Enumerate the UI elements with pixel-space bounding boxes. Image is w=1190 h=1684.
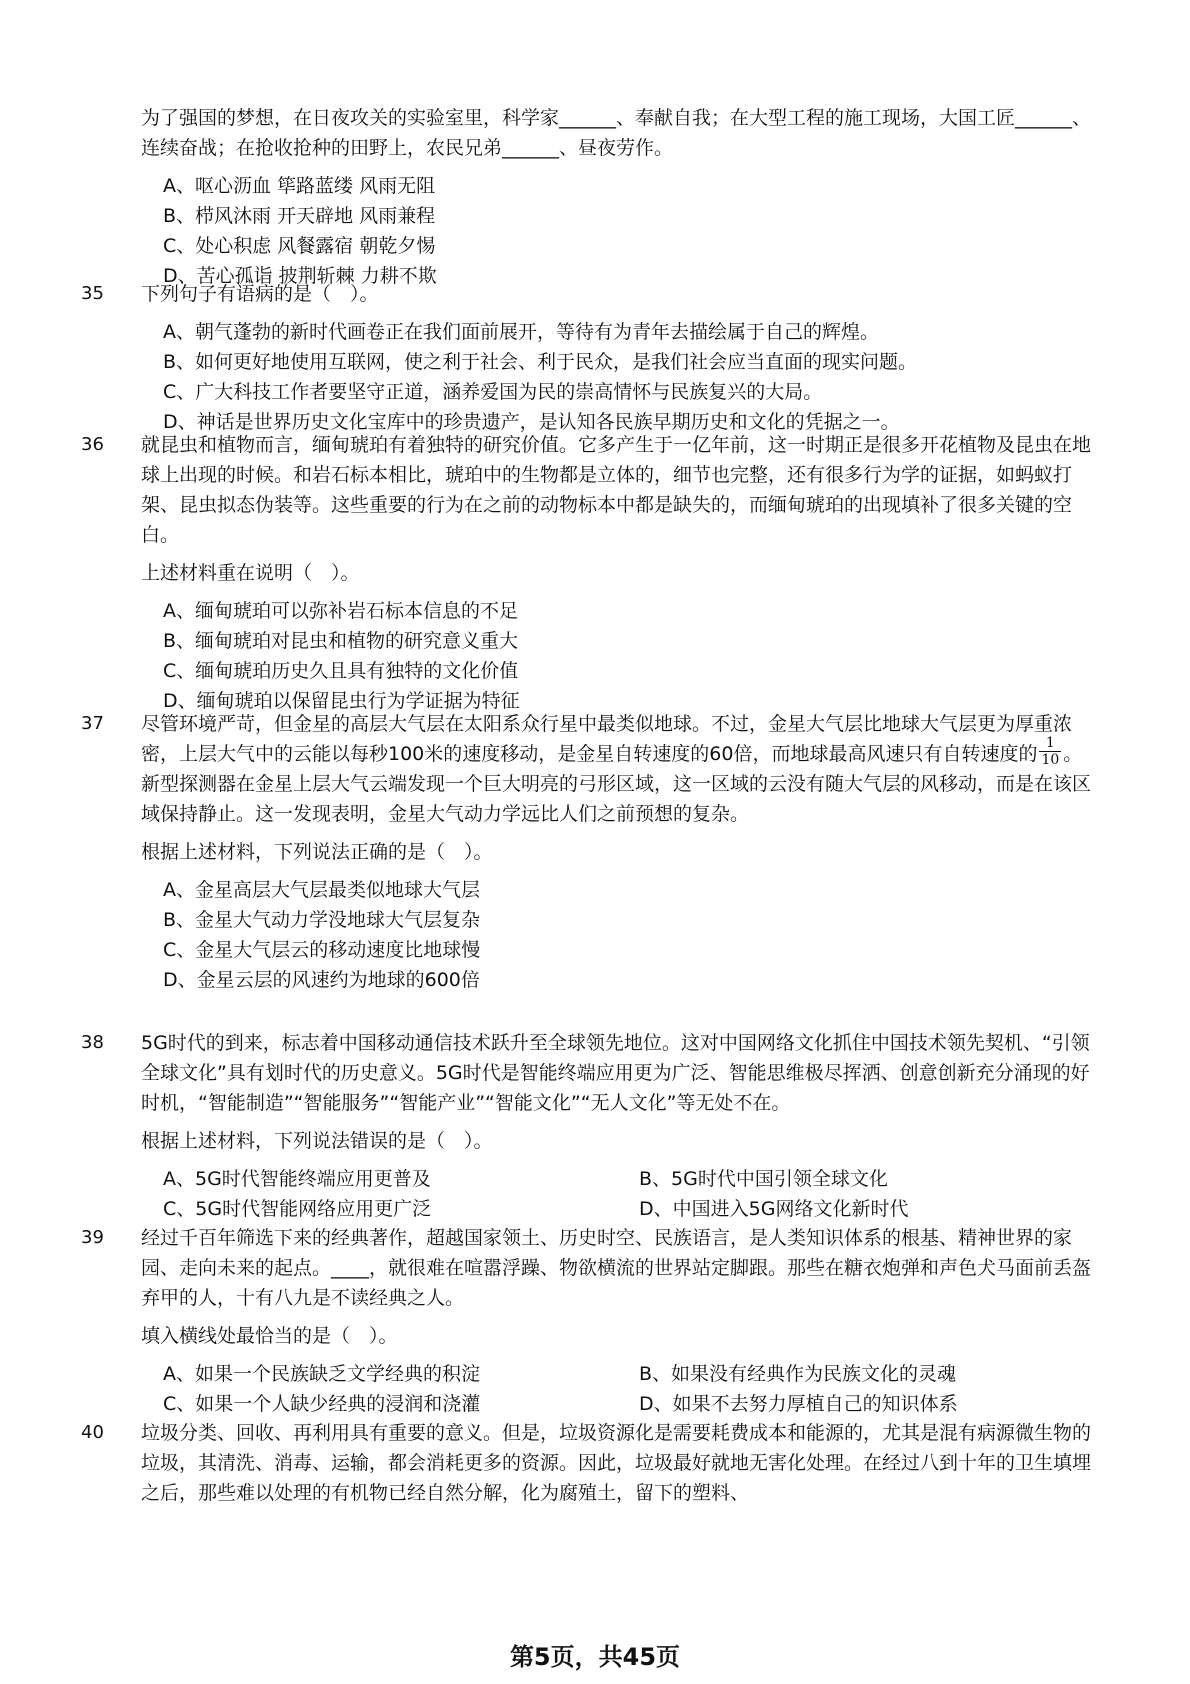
option-a: A、如果一个民族缺乏文学经典的积淀 [163, 1363, 480, 1385]
question-stem: 垃圾分类、回收、再利用具有重要的意义。但是，垃圾资源化是需要耗费成本和能源的，尤其是混有病源微生物的垃圾，其清洗、消毒、运输，都会消耗更多的资源。因此，垃圾最好就地无害化处理。在经过八到十年的卫生填埋之后，那些难以处理的有机物已经自然分解，化为腐殖土，留下的塑料、 [141, 1422, 1092, 1504]
option-a: A、金星高层大气层最类似地球大气层 [163, 879, 480, 901]
question-stem: 就昆虫和植物而言，缅甸琥珀有着独特的研究价值。它多产生于一亿年前，这一时期正是很多开花植物及昆虫在地球上出现的时候。和岩石标本相比，琥珀中的生物都是立体的，细节也完整，还有很多行为学的证据，如蚂蚁打架、昆虫拟态伪装等。这些重要的行为在之前的动物标本中都是缺失的，而缅甸琥珀的出现填补了很多关键的空白。 [141, 434, 1092, 546]
question-37 [81, 709, 1091, 995]
question-number: 38 [81, 1032, 104, 1053]
option-b: B、如果没有经典作为民族文化的灵魂 [639, 1363, 957, 1385]
option-c: C、缅甸琥珀历史久且具有独特的文化价值 [163, 660, 519, 682]
option-b: B、5G时代中国引领全球文化 [639, 1168, 888, 1190]
question-stem: 下列句子有语病的是（ ）。 [141, 283, 379, 305]
question-stem: 为了强国的梦想，在日夜攻关的实验室里，科学家______、奉献自我；在大型工程的施工现场，大国工匠______、连续奋战；在抢收抢种的田野上，农民兄弟______、昼夜劳作。 [141, 107, 1092, 159]
question-number: 40 [81, 1422, 104, 1443]
question-40 [81, 1418, 1091, 1508]
option-list [163, 171, 1091, 291]
option-d: D、金星云层的风速约为地球的600倍 [163, 969, 480, 991]
question-stem: 经过千百年筛选下来的经典著作，超越国家领土、历史时空、民族语言，是人类知识体系的根基、精神世界的家园、走向未来的起点。____，就很难在喧嚣浮躁、物欲横流的世界站定脚跟。那些在糖衣炮弹和声色犬马面前丢盔弃甲的人，十有八九是不读经典之人。 [141, 1227, 1092, 1309]
option-list [163, 1164, 1091, 1224]
option-c: C、广大科技工作者要坚守正道，涵养爱国为民的崇高情怀与民族复兴的大局。 [163, 381, 823, 403]
question-stem: 5G时代的到来，标志着中国移动通信技术跃升至全球领先地位。这对中国网络文化抓住中国技术领先契机、“引领全球文化”具有划时代的历史意义。5G时代是智能终端应用更为广泛、智能思维极尽挥洒、创意创新充分涌现的好时机，“智能制造”“智能服务”“智能产业”“智能文化”“无人文化”等无处不在。 [141, 1032, 1090, 1114]
option-list [163, 317, 1091, 437]
option-c: C、如果一个人缺少经典的浸润和浇灌 [163, 1393, 481, 1415]
option-b: B、栉风沐雨 开天辟地 风雨兼程 [163, 205, 436, 227]
option-c: C、5G时代智能网络应用更广泛 [163, 1198, 432, 1220]
fraction-numerator: 1 [1045, 735, 1055, 751]
option-d: D、苦心孤诣 披荆斩棘 力耕不欺 [163, 265, 437, 287]
question-number: 35 [81, 283, 104, 304]
option-c: C、处心积虑 风餐露宿 朝乾夕惕 [163, 235, 436, 257]
fraction-denominator: 10 [1041, 752, 1060, 768]
option-a: A、朝气蓬勃的新时代画卷正在我们面前展开，等待有为青年去描绘属于自己的辉煌。 [163, 321, 879, 343]
option-b: B、如何更好地使用互联网，使之利于社会、利于民众，是我们社会应当直面的现实问题。 [163, 351, 918, 373]
question-36 [81, 430, 1091, 716]
question-39 [81, 1223, 1091, 1419]
option-d: D、缅甸琥珀以保留昆虫行为学证据为特征 [163, 690, 520, 712]
question-stem [141, 709, 1091, 829]
option-list [163, 1359, 1091, 1419]
question-number: 37 [81, 713, 104, 734]
question-prompt: 根据上述材料，下列说法错误的是（ ）。 [141, 1130, 493, 1152]
question-prompt: 上述材料重在说明（ ）。 [141, 562, 360, 584]
question-34-continuation [141, 103, 1091, 291]
option-d: D、如果不去努力厚植自己的知识体系 [639, 1393, 958, 1415]
option-b: B、金星大气动力学没地球大气层复杂 [163, 909, 481, 931]
option-d: D、神话是世界历史文化宝库中的珍贵遗产，是认知各民族早期历史和文化的凭据之一。 [163, 411, 900, 433]
option-list [163, 596, 1091, 716]
fraction [1039, 735, 1061, 768]
question-38 [81, 1028, 1091, 1224]
option-a: A、呕心沥血 筚路蓝缕 风雨无阻 [163, 175, 436, 197]
option-c: C、金星大气层云的移动速度比地球慢 [163, 939, 481, 961]
question-prompt: 根据上述材料，下列说法正确的是（ ）。 [141, 841, 493, 863]
option-list [163, 875, 1091, 995]
question-number: 36 [81, 434, 104, 455]
option-b: B、缅甸琥珀对昆虫和植物的研究意义重大 [163, 630, 519, 652]
question-35 [81, 279, 1091, 437]
page-footer: 第5页，共45页 [509, 1643, 681, 1671]
option-a: A、缅甸琥珀可以弥补岩石标本信息的不足 [163, 600, 518, 622]
question-number: 39 [81, 1227, 104, 1248]
option-a: A、5G时代智能终端应用更普及 [163, 1168, 431, 1190]
option-d: D、中国进入5G网络文化新时代 [639, 1198, 909, 1220]
stem-text: 。新型探测器在金星上层大气云端发现一个巨大明亮的弓形区域，这一区域的云没有随大气层的风移动，而是在该区域保持静止。这一发现表明，金星大气动力学远比人们之前预想的复杂。 [141, 743, 1092, 825]
question-prompt: 填入横线处最恰当的是（ ）。 [141, 1325, 398, 1347]
stem-text: 尽管环境严苛，但金星的高层大气层在太阳系众行星中最类似地球。不过，金星大气层比地球大气层更为厚重浓密，上层大气中的云能以每秒100米的速度移动，是金星自转速度的60倍，而地球最高风速只有自转速度的 [141, 713, 1073, 765]
